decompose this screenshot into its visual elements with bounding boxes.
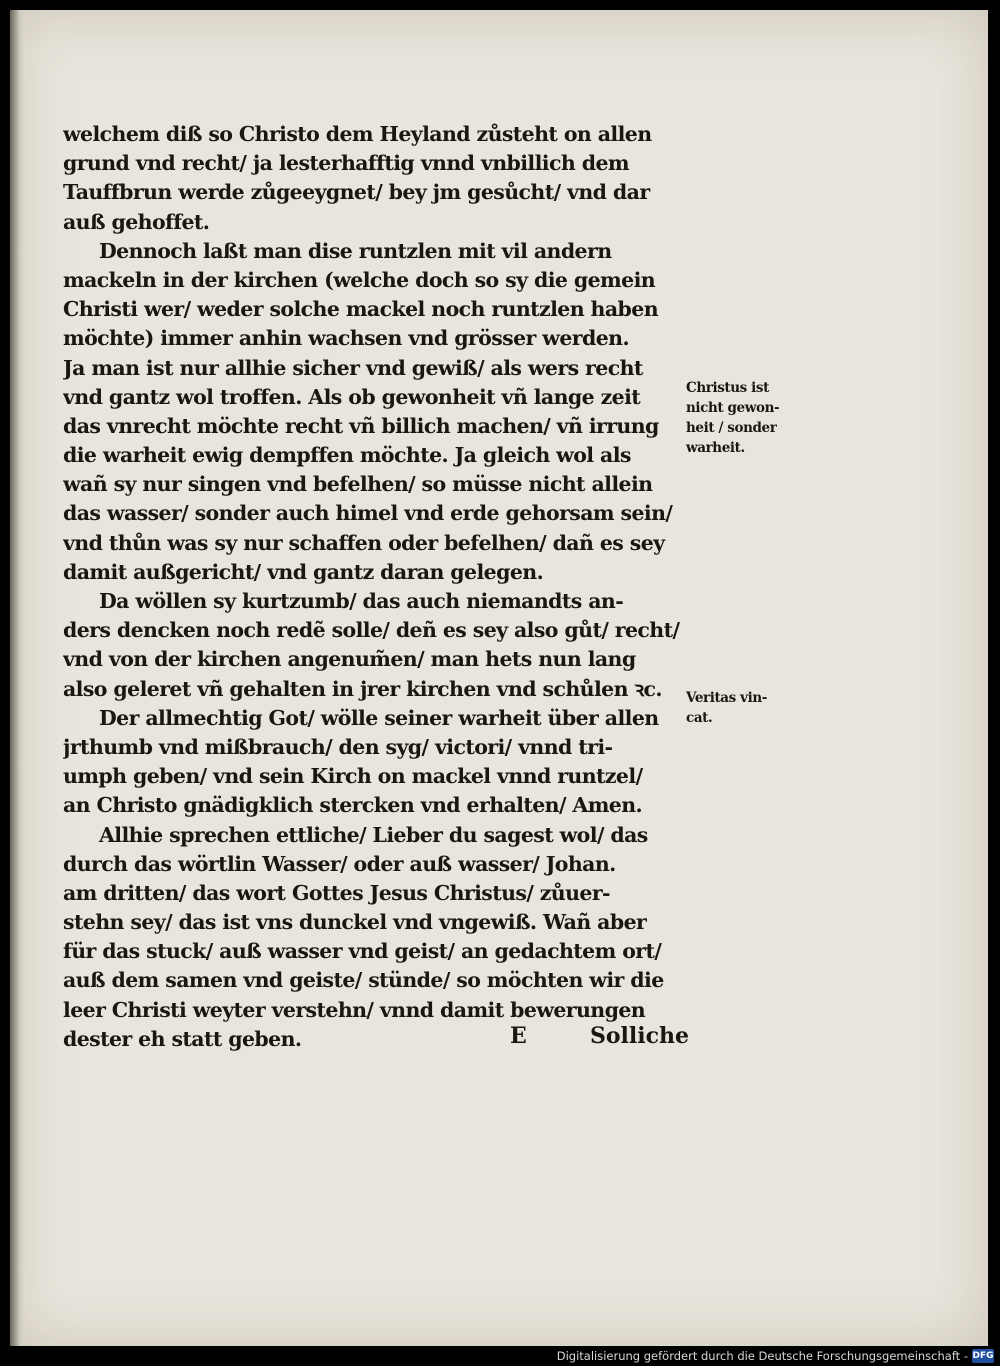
marginal-note-veritas [686,688,816,728]
text-line: damit außgericht/ vnd gantz daran gelegen. [63,559,544,584]
text-line: möchte) immer anhin wachsen vnd grösser werden. [63,326,629,351]
text-line: auß dem samen vnd geiste/ stünde/ so möchten wir die [63,968,664,993]
text-line: grund vnd recht/ ja lesterhafftig vnnd vnbillich dem [63,151,629,176]
text-line: Dennoch laßt man dise runtzlen mit vil andern [99,238,612,263]
text-line: auß gehoffet. [63,209,210,234]
text-line: welchem diß so Christo dem Heyland zůsteht on allen [63,122,652,146]
main-text-block [63,120,703,1054]
text-line: also geleret vñ gehalten in jrer kirchen vnd schůlen ꝛc. [63,676,662,701]
marginal-note-line: cat. [686,710,713,726]
text-line: ders dencken noch redẽ solle/ deñ es sey also gůt/ recht/ [63,618,680,643]
text-line: dester eh statt geben. [63,1026,302,1051]
text-line: für das stuck/ auß wasser vnd geist/ an gedachtem ort/ [63,939,662,964]
text-line: leer Christi weyter verstehn/ vnnd damit bewerungen [63,997,646,1022]
text-line: Tauffbrun werde zůgeeygnet/ bey jm gesůcht/ vnd dar [63,180,650,205]
text-line: Da wöllen sy kurtzumb/ das auch niemandts an- [99,589,624,613]
text-line: jrthumb vnd mißbrauch/ den syg/ victori/ vnnd tri- [63,734,613,759]
text-line: Ja man ist nur allhie sicher vnd gewiß/ als wers recht [63,355,643,380]
marginal-note-line: nicht gewon- [686,400,780,416]
text-line: durch das wörtlin Wasser/ oder auß wasser/ Johan. [63,851,616,876]
signature-mark: E [510,1023,527,1049]
text-line: vnd gantz wol troffen. Als ob gewonheit vñ lange zeit [63,384,641,409]
text-line: Der allmechtig Got/ wölle seiner warheit über allen [99,705,659,730]
text-line: vnd thůn was sy nur schaffen oder befelhen/ dañ es sey [63,530,665,555]
text-line: wañ sy nur singen vnd befelhen/ so müsse nicht allein [63,472,653,497]
text-line: vnd von der kirchen angenum̃en/ man hets nun lang [63,647,636,672]
marginal-note-line: warheit. [686,440,745,456]
dfg-logo: DFG [972,1351,994,1361]
book-page [10,10,988,1346]
text-line: das vnrecht möchte recht vñ billich machen/ vñ irrung [63,413,659,438]
text-line: mackeln in der kirchen (welche doch so sy die gemein [63,267,656,292]
text-line: Christi wer/ weder solche mackel noch runtzlen haben [63,297,659,322]
text-line: an Christo gnädigklich stercken vnd erhalten/ Amen. [63,793,643,818]
text-line: am dritten/ das wort Gottes Jesus Christus/ zůuer- [63,880,610,905]
text-line: die warheit ewig dempffen möchte. Ja gleich wol als [63,443,631,468]
marginal-note-christus [686,378,816,458]
text-line: das wasser/ sonder auch himel vnd erde gehorsam sein/ [63,501,673,526]
text-line: stehn sey/ das ist vns dunckel vnd vngewiß. Wañ aber [63,910,647,935]
page-gutter-shadow [10,10,24,1346]
digitization-credit: Digitalisierung gefördert durch die Deutsche Forschungsgemeinschaft - [556,1349,968,1363]
text-line: Allhie sprechen ettliche/ Lieber du sagest wol/ das [99,822,648,847]
catchword: Solliche [590,1023,690,1049]
marginal-note-line: heit / sonder [686,420,777,436]
text-line: umph geben/ vnd sein Kirch on mackel vnnd runtzel/ [63,764,643,789]
marginal-note-line: Christus ist [686,380,769,396]
marginal-note-line: Veritas vin- [686,690,767,706]
